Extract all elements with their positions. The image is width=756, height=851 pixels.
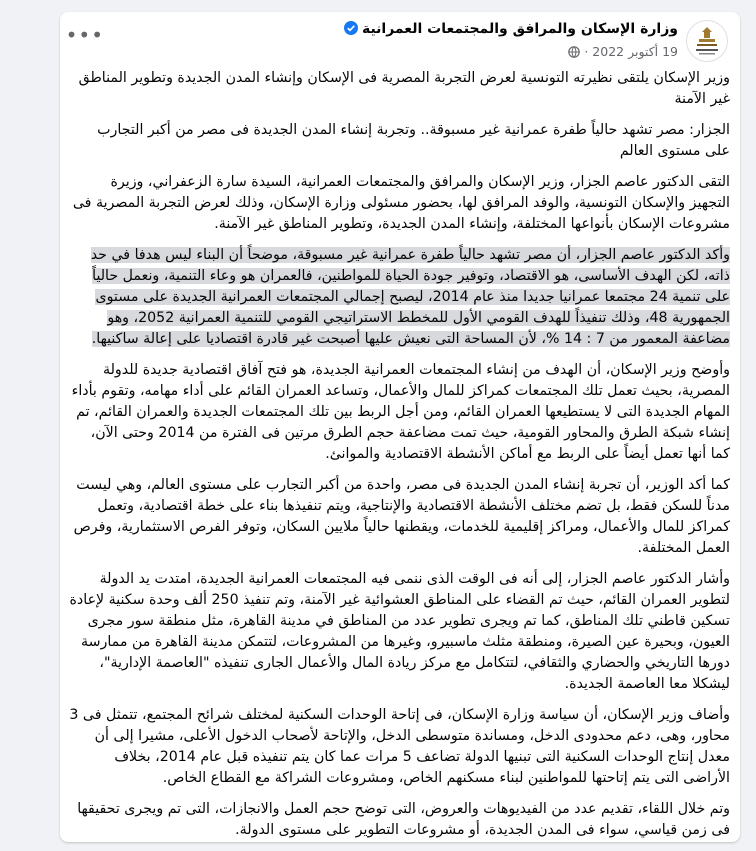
page-avatar[interactable]	[686, 20, 728, 62]
post-paragraph: وزير الإسكان يلتقى نظيرته التونسية لعرض التجربة المصرية فى الإسكان وإنشاء المدن الجديدة وتطوير المناطق غير الآمنة	[78, 70, 730, 107]
page-name[interactable]	[344, 21, 678, 37]
globe-icon	[568, 46, 580, 58]
post-meta	[565, 44, 678, 59]
post-date[interactable]: 19 أكتوبر 2022	[592, 44, 678, 59]
post-paragraph: التقى الدكتور عاصم الجزار، وزير الإسكان والمرافق والمجتمعات العمرانية، السيدة سارة الزعفراني، وزيرة التجهيز والإسكان التونسية، والوفد المرافق لها، بحضور مسئولى وزارة الإسكان، وذلك لعرض التجربة المصرية فى مشروعات الإسكان بأنواعها المختلفة، وإنشاء المدن الجديدة، وتطوير المناطق غير الآمنة.	[72, 174, 730, 232]
verified-badge-icon	[344, 21, 358, 35]
post-paragraph: وأوضح وزير الإسكان، أن الهدف من إنشاء المجتمعات العمرانية الجديدة، هو فتح آفاق اقتصادية جديدة للدولة المصرية، بحيث تعمل تلك المجتمعات كمراكز للمال والأعمال، وتساعد العمران القائم على أداء مهامه، وتقوم بأداء المهام الجديدة التى لا يستطيعها العمران القائم، ومن أجل الربط بين تلك المجتمعات الجديدة والعمران القائم، تم إنشاء شبكة الطرق والمحاور القومية، حيث تمت مضاعفة حجم الطرق مرتين فى الفترة من 2014 وحتى الآن، كما أنها تعمل أيضاً على الربط مع أماكن الأنشطة الاقتصادية والموانئ.	[71, 362, 730, 462]
post-paragraph: الجزار: مصر تشهد حالياً طفرة عمرانية غير مسبوقة.. وتجربة إنشاء المدن الجديدة فى مصر من أكبر التجارب على مستوى العالم	[97, 122, 730, 159]
post-card	[60, 12, 740, 842]
post-body	[68, 68, 730, 851]
page-name-text[interactable]: وزارة الإسكان والمرافق والمجتمعات العمرانية	[361, 21, 678, 37]
post-header	[60, 12, 740, 70]
post-paragraph: وأشار الدكتور عاصم الجزار، إلى أنه فى الوقت الذى ننمى فيه المجتمعات العمرانية الجديدة، امتدت يد الدولة لتطوير العمران القائم، حيث تم القضاء على المناطق العشوائية غير الآمنة، وتم تنفيذ 250 ألف وحدة سكنية لإعادة تسكين قاطني تلك المناطق، كما تم ويجرى تطوير عدد من المناطق في مدينة القاهرة، مثل منطقة سور مجرى العيون، وبحيرة عين الصيرة، ومنطقة مثلث ماسبيرو، وغيرها من المشروعات، لتتمكن مدينة القاهرة من ممارسة دورها التاريخي والحضاري والثقافي، لتتكامل مع مركز ريادة المال والأعمال الجارى تنفيذه "العاصمة الإدارية"، ليشكلا معا العاصمة الجديدة.	[69, 571, 730, 692]
post-paragraph-highlighted	[68, 245, 730, 350]
selected-text: وأكد الدكتور عاصم الجزار، أن مصر تشهد حالياً طفرة عمرانية غير مسبوقة، موضحاً أن البناء ليس هدفا في حد ذاته، لكن الهدف الأساسى، هو الاقتصاد، وتوفير جودة الحياة للمواطنين، فالعمران هو وعاء التنمية، ونعمل حالياً على تنمية 24 مجتمعا عمرانيا جديدا منذ عام 2014، ليصبح إجمالي المجتمعات العمرانية الجديدة على مستوى الجمهورية 48، وذلك تنفيذاً للهدف القومي الأول للمخطط الاستراتيجي القومي للتنمية العمرانية 2052، وهو مضاعفة المعمور من 7 : 14 %، لأن المساحة التى نعيش عليها أصبحت غير قادرة اقتصاديا على إعالة ساكنيها.	[90, 247, 730, 347]
post-paragraph: وتم خلال اللقاء، تقديم عدد من الفيديوهات والعروض، التى توضح حجم العمل والانجازات، التى تم ويجرى تحقيقها فى زمن قياسي، سواء فى المدن الجديدة، أو مشروعات التطوير على مستوى الدولة.	[77, 801, 730, 838]
more-options-button[interactable]: •••	[65, 23, 104, 47]
post-paragraph: وأضاف وزير الإسكان، أن سياسة وزارة الإسكان، فى إتاحة الوحدات السكنية لمختلف شرائح المجتمع، تتمثل فى 3 محاور، وهى، دعم محدودى الدخل، ومساندة متوسطى الدخل، والإتاحة لأصحاب الدخول الأعلى، مشيرا إلى أن معدل إنتاج الوحدات السكنية التى تبنيها الدولة تضاعف 5 مرات عما كان يتم تنفيذه قبل عام 2014، بخلاف الأراضى التى يتم إتاحتها للمواطنين لبناء مسكنهم الخاص، ومشروعات الشراكة مع القطاع الخاص.	[69, 707, 730, 786]
meta-separator: ·	[580, 44, 589, 59]
post-paragraph: كما أكد الوزير، أن تجربة إنشاء المدن الجديدة فى مصر، واحدة من أكبر التجارب على مستوى العالم، وهي ليست مدناً للسكن فقط، بل تضم مختلف الأنشطة الاقتصادية والإنتاجية، ويتم تنفيذها بناء على خطة اقتصادية، وتعمل كمراكز للمال والأعمال، ومراكز إقليمية للخدمات، ويقطنها حالياً ملايين السكان، وتوفر الفرص الاستثمارية، وفرص العمل المختلفة.	[73, 477, 730, 556]
ministry-logo-icon	[690, 24, 724, 58]
